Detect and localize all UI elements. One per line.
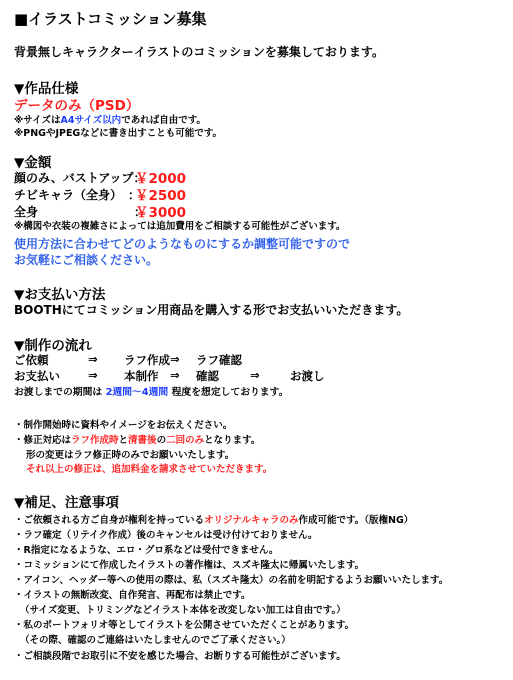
payment-text: BOOTHにてコミッション用商品を購入する形でお支払いいただきます。 — [14, 303, 409, 317]
rule-extra-fee: それ以上の修正は、追加料金を請求させていただきます。 — [26, 464, 273, 475]
note-credit: ・アイコン、ヘッダー等への使用の際は、私（スズキ隆太）の名前を明記するようお願いいたします。 — [14, 575, 449, 586]
price-consult-line1: 使用方法に合わせてどのようなものにするか調整可能ですので — [14, 237, 351, 251]
flow-arrow: ⇒ — [170, 352, 180, 366]
flow-arrow: ⇒ — [88, 352, 98, 366]
flow-step-rough-check: ラフ確認 — [196, 353, 242, 367]
flow-heading: ▼制作の流れ — [14, 338, 92, 354]
spec-note-format: ※PNGやJPEGなどに書き出すことも可能です。 — [14, 128, 222, 139]
flow-arrow: ⇒ — [170, 368, 180, 382]
spec-format: データのみ（PSD） — [14, 98, 140, 114]
flow-step-rough: ラフ作成 — [124, 353, 170, 367]
intro-text: 背景無しキャラクターイラストのコミッションを募集しております。 — [14, 45, 384, 59]
flow-arrow: ⇒ — [250, 368, 260, 382]
note-allowed-edits: （サイズ変更、トリミングなどイラスト本体を改変しない加工は自由です。） — [20, 605, 346, 616]
flow-period: お渡しまでの期間は 2週間〜4週間 程度を想定しております。 — [14, 387, 289, 398]
price-label-chibi: チビキャラ（全身） ： — [14, 188, 141, 202]
flow-step-request: ご依頼 — [14, 353, 49, 367]
payment-heading: ▼お支払い方法 — [14, 287, 106, 303]
price-label-full: 全身 ： — [14, 205, 147, 219]
price-value-full: ￥3000 — [135, 205, 187, 221]
note-cancel: ・ラフ確定（リテイク作成）後のキャンセルは受け付けておりません。 — [14, 530, 318, 541]
price-consult-line2: お気軽にご相談ください。 — [14, 253, 159, 267]
flow-arrow: ⇒ — [88, 368, 98, 382]
price-value-chibi: ￥2500 — [135, 188, 187, 204]
rule-revisions: ・修正対応はラフ作成時と清書後の二回のみとなります。 — [14, 435, 261, 446]
flow-step-production: 本制作 — [124, 369, 159, 383]
spec-note-size: ※サイズはA4サイズ以内であれば自由です。 — [14, 115, 206, 126]
note-refusal: ・ご相談段階でお取引に不安を感じた場合、お断りする可能性がございます。 — [14, 651, 346, 662]
rule-shape-change: 形の変更はラフ修正時のみでお願いいたします。 — [26, 450, 235, 461]
price-note: ※構図や衣装の複雑さによっては追加費用をご相談する可能性がございます。 — [14, 221, 346, 232]
price-value-face: ￥2000 — [135, 171, 187, 187]
notes-heading: ▼補足、注意事項 — [14, 495, 119, 511]
note-r-rated: ・R指定になるような、エロ・グロ系などは受付できません。 — [14, 545, 279, 556]
flow-step-delivery: お渡し — [290, 369, 325, 383]
price-heading: ▼金額 — [14, 155, 52, 171]
note-no-confirmation: （その際、確認のご連絡はいたしませんのでご了承ください。） — [20, 635, 291, 646]
size-highlight: A4サイズ以内 — [60, 115, 122, 126]
spec-heading: ▼作品仕様 — [14, 81, 79, 97]
note-no-modification: ・イラストの無断改変、自作発言、再配布は禁止です。 — [14, 590, 251, 601]
note-portfolio: ・私のポートフォリオ等としてイラストを公開させていただくことがあります。 — [14, 620, 355, 631]
flow-step-payment: お支払い — [14, 369, 60, 383]
rule-materials: ・制作開始時に資料やイメージをお伝えください。 — [14, 420, 233, 431]
period-highlight: 2週間〜4週間 — [105, 387, 169, 398]
flow-step-check: 確認 — [196, 369, 219, 383]
note-copyright: ・コミッションにて作成したイラストの著作権は、スズキ隆太に帰属いたします。 — [14, 560, 365, 571]
note-original-only: ・ご依頼される方ご自身が権利を持っているオリジナルキャラのみ作成可能です。（版権NG） — [14, 515, 414, 526]
page-title: ■イラストコミッション募集 — [14, 10, 207, 28]
price-label-face: 顔のみ、バストアップ： — [14, 171, 146, 185]
